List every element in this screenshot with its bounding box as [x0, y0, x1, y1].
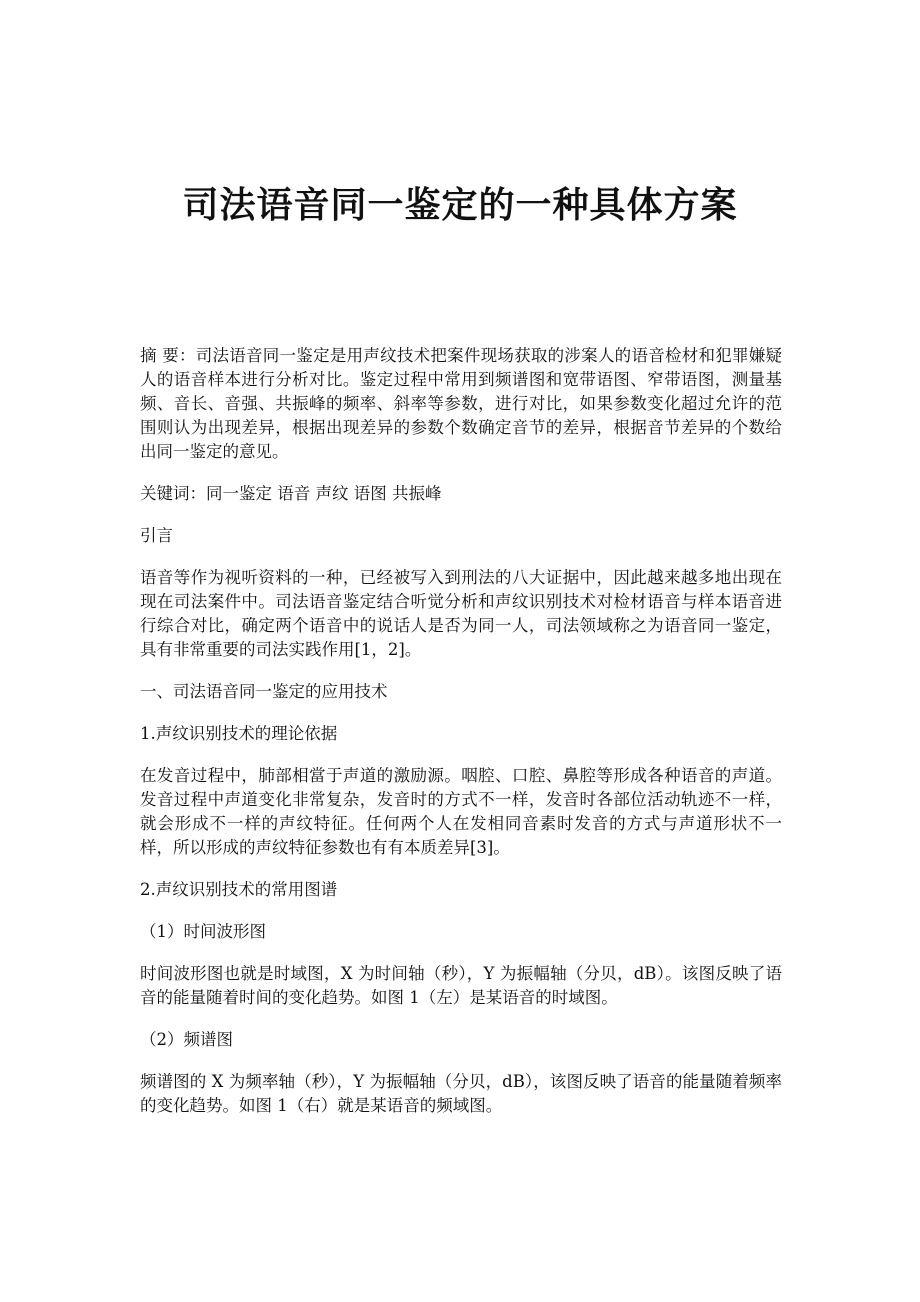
subsection-1-paragraph: 在发音过程中，肺部相當于声道的激励源。咽腔、口腔、鼻腔等形成各种语音的声道。发音过程中声道变化非常复杂，发音时的方式不一样，发音时各部位活动轨迹不一样，就会形成不一样的声纹特征。任何两个人在发相同音素时发音的方式与声道形状不一样，所以形成的声纹特征参数也有有本质差异[3]。: [140, 766, 782, 857]
abstract-paragraph: 摘 要：司法语音同一鉴定是用声纹技术把案件现场获取的涉案人的语音检材和犯罪嫌疑人的语音样本进行分析对比。鉴定过程中常用到频谱图和宽带语图、窄带语图，测量基频、音长、音强、共振峰的频率、斜率等参数，进行对比，如果参数变化超过允许的范围则认为出现差异，根据出现差异的参数个数确定音节的差异，根据音节差异的个数给出同一鉴定的意见。: [140, 346, 782, 461]
intro-paragraph: 语音等作为视听资料的一种，已经被写入到刑法的八大证据中，因此越来越多地出现在现在司法案件中。司法语音鉴定结合听觉分析和声纹识别技术对检材语音与样本语音进行综合对比，确定两个语音中的说话人是否为同一人，司法领域称之为语音同一鉴定，具有非常重要的司法实践作用[1，2]。: [140, 568, 782, 659]
section-1-heading: 一、司法语音同一鉴定的应用技术: [140, 682, 388, 701]
document-body: [140, 344, 782, 1136]
item-1-paragraph: 时间波形图也就是时域图，X 为时间轴（秒），Y 为振幅轴（分贝，dB）。该图反映了语音的能量随着时间的变化趋势。如图 1（左）是某语音的时域图。: [140, 964, 782, 1007]
document-title: 司法语音同一鉴定的一种具体方案: [182, 185, 738, 226]
item-1-heading: （1）时间波形图: [140, 922, 266, 941]
subsection-1-heading: 1.声纹识别技术的理论依据: [140, 724, 338, 743]
item-2-heading: （2）频谱图: [140, 1030, 233, 1049]
keywords-line: 关键词：同一鉴定 语音 声纹 语图 共振峰: [140, 484, 442, 503]
item-2-paragraph: 频谱图的 X 为频率轴（秒），Y 为振幅轴（分贝，dB），该图反映了语音的能量随着频率的变化趋势。如图 1（右）就是某语音的频域图。: [140, 1072, 782, 1115]
subsection-2-heading: 2.声纹识别技术的常用图谱: [140, 880, 338, 899]
intro-heading: 引言: [140, 526, 173, 545]
